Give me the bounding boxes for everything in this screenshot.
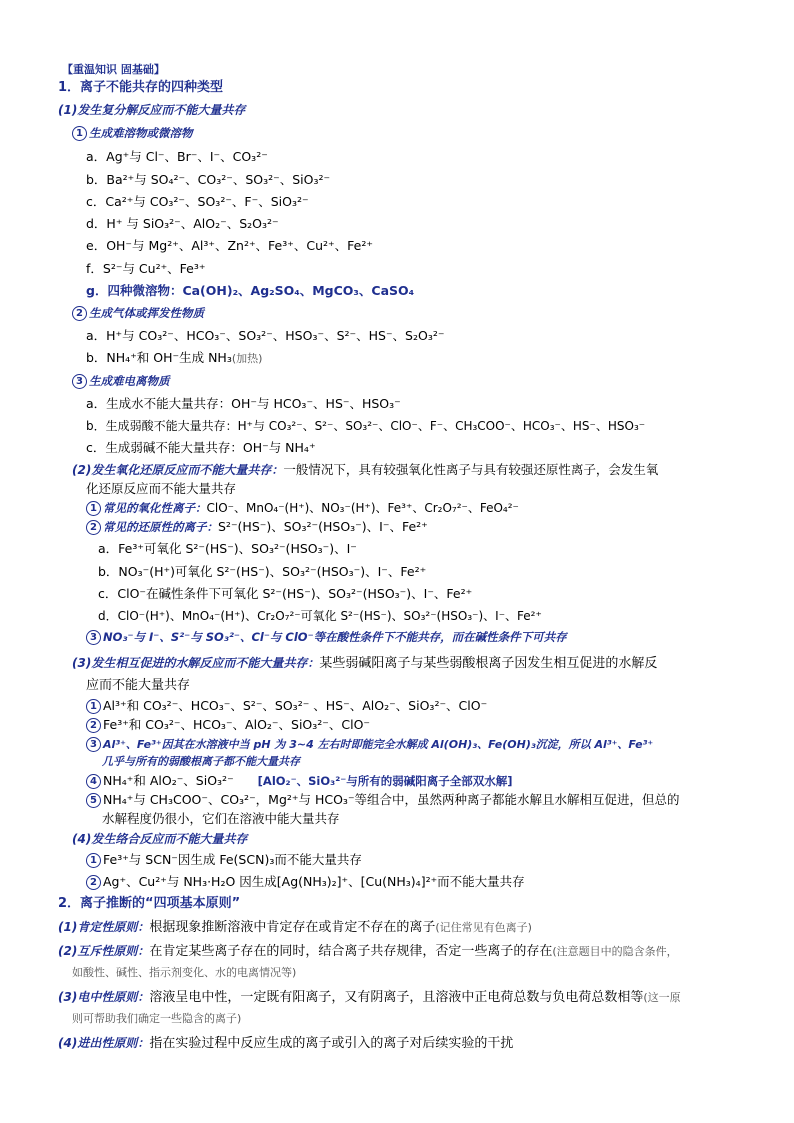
circled-number: 3 [86, 737, 101, 752]
s2p1-label: (1)肯定性原则： [58, 920, 150, 934]
s2p3-label: (3)电中性原则： [58, 990, 150, 1004]
s2-title-line [72, 462, 658, 478]
s2p2-label: (2)互斥性原则： [58, 944, 150, 958]
circled-number: 1 [86, 853, 101, 868]
s1-sub2 [72, 305, 204, 321]
s3-text2: 应而不能大量共存 [86, 678, 191, 693]
circled-number: 3 [86, 630, 101, 645]
s4-i2-text: Ag⁺、Cu²⁺与 NH₃·H₂O 因生成[Ag(NH₃)₂]⁺、[Cu(NH₃)₄]²⁺而不能大量共存 [103, 874, 525, 889]
s1-b2 [86, 350, 262, 367]
s2p1-note: (记住常见有色离子) [435, 921, 532, 934]
s2-i2-label: 常见的还原性的离子： [103, 520, 218, 534]
s3-i2 [86, 717, 370, 733]
s2p4-line [58, 1035, 513, 1052]
s1-sub1-title: 生成难溶物或微溶物 [89, 126, 193, 140]
s2p1-line [58, 919, 532, 936]
s2-b: b．NO₃⁻(H⁺)可氧化 S²⁻(HS⁻)、SO₃²⁻(HSO₃⁻)、I⁻、Fe²⁺ [98, 564, 427, 579]
s4-i1-text: Fe³⁺与 SCN⁻因生成 Fe(SCN)₃而不能大量共存 [103, 852, 362, 867]
s2-i1-label: 常见的氧化性离子： [103, 501, 207, 515]
s2p3-line [58, 989, 681, 1006]
s1-d: d．H⁺ 与 SiO₃²⁻、AlO₂⁻、S₂O₃²⁻ [86, 216, 279, 231]
circled-number: 2 [86, 875, 101, 890]
s2p3-note2: 则可帮助我们确定一些隐含的离子) [72, 1012, 242, 1025]
circled-number: 1 [86, 699, 101, 714]
section1-title: 1．离子不能共存的四种类型 [58, 80, 224, 95]
s2-i3-text: NO₃⁻与 I⁻、S²⁻与 SO₃²⁻、Cl⁻与 ClO⁻等在酸性条件下不能共存，而在碱性条件下可共存 [103, 630, 567, 644]
s1-a2: a．H⁺与 CO₃²⁻、HCO₃⁻、SO₃²⁻、HSO₃⁻、S²⁻、HS⁻、S₂O₃²⁻ [86, 328, 445, 343]
circled-number: 1 [72, 126, 87, 141]
s1-b: b．Ba²⁺与 SO₄²⁻、CO₃²⁻、SO₃²⁻、SiO₃²⁻ [86, 172, 331, 187]
s3-i4 [86, 773, 513, 789]
s3-i5a-text: NH₄⁺与 CH₃COO⁻、CO₃²⁻，Mg²⁺与 HCO₃⁻等组合中，虽然两种离子都能水解且水解相互促进，但总的 [103, 792, 680, 807]
s3-text1: 某些弱碱阳离子与某些弱酸根离子因发生相互促进的水解反 [319, 656, 658, 671]
s2p3-text: 溶液呈电中性，一定既有阳离子，又有阴离子，且溶液中正电荷总数与负电荷总数相等 [149, 990, 644, 1005]
s2-c: c．ClO⁻在碱性条件下可氧化 S²⁻(HS⁻)、SO₃²⁻(HSO₃⁻)、I⁻、Fe²⁺ [98, 586, 473, 601]
s2p4-label: (4)进出性原则： [58, 1036, 150, 1050]
s4-title: (4)发生络合反应而不能大量共存 [72, 832, 248, 846]
header-label: 【重温知识 固基础】 [62, 63, 165, 76]
circled-number: 2 [72, 306, 87, 321]
s2-a: a．Fe³⁺可氧化 S²⁻(HS⁻)、SO₃²⁻(HSO₃⁻)、I⁻ [98, 541, 357, 556]
s2-i1-text: ClO⁻、MnO₄⁻(H⁺)、NO₃⁻(H⁺)、Fe³⁺、Cr₂O₇²⁻、FeO₄²⁻ [206, 501, 519, 515]
s2-i1 [86, 500, 519, 516]
s2p1-text: 根据现象推断溶液中肯定存在或肯定不存在的离子 [149, 920, 436, 935]
s1-title: (1)发生复分解反应而不能大量共存 [58, 103, 246, 117]
section2-title: 2．离子推断的“四项基本原则” [58, 896, 241, 911]
s3-i5 [86, 792, 680, 808]
s1-a: a．Ag⁺与 Cl⁻、Br⁻、I⁻、CO₃²⁻ [86, 149, 268, 164]
s1-sub2-title: 生成气体或挥发性物质 [89, 306, 204, 320]
circled-number: 3 [72, 374, 87, 389]
s2-i3 [86, 629, 567, 645]
circled-number: 2 [86, 520, 101, 535]
s4-i2 [86, 874, 525, 890]
s1-sub3 [72, 373, 170, 389]
s3-i1-text: Al³⁺和 CO₃²⁻、HCO₃⁻、S²⁻、SO₃²⁻ 、HS⁻、AlO₂⁻、SiO₃²⁻、ClO⁻ [103, 698, 488, 713]
s2p2-note2: 如酸性、碱性、指示剂变化、水的电离情况等) [72, 966, 297, 979]
s3-title-line [72, 655, 657, 672]
circled-number: 1 [86, 501, 101, 516]
circled-number: 4 [86, 774, 101, 789]
s3-i2-text: Fe³⁺和 CO₃²⁻、HCO₃⁻、AlO₂⁻、SiO₃²⁻、ClO⁻ [103, 717, 371, 732]
s3-i5b-text: 水解程度仍很小，它们在溶液中能大量共存 [102, 811, 340, 826]
s2-text2: 化还原反应而不能大量共存 [86, 481, 237, 496]
s2p3-note: (这一原 [643, 991, 681, 1004]
s2p2-line [58, 943, 678, 960]
s1-c3: c．生成弱碱不能大量共存：OH⁻与 NH₄⁺ [86, 440, 316, 455]
s2-d: d．ClO⁻(H⁺)、MnO₄⁻(H⁺)、Cr₂O₇²⁻可氧化 S²⁻(HS⁻)、SO₃²⁻(HSO₃⁻)、I⁻、Fe²⁺ [98, 609, 542, 623]
s3-i3a-text: Al³⁺、Fe³⁺因其在水溶液中当 pH 为 3~4 左右时即能完全水解成 Al(OH)₃、Fe(OH)₃沉淀，所以 Al³⁺、Fe³⁺ [103, 738, 654, 751]
s3-i1 [86, 698, 487, 714]
circled-number: 5 [86, 793, 101, 808]
s1-sub1 [72, 125, 193, 141]
s2-i2-text: S²⁻(HS⁻)、SO₃²⁻(HSO₃⁻)、I⁻、Fe²⁺ [218, 519, 428, 534]
circled-number: 2 [86, 718, 101, 733]
s1-a3: a．生成水不能大量共存：OH⁻与 HCO₃⁻、HS⁻、HSO₃⁻ [86, 396, 401, 411]
s2-i2 [86, 519, 428, 535]
s1-e: e．OH⁻与 Mg²⁺、Al³⁺、Zn²⁺、Fe³⁺、Cu²⁺、Fe²⁺ [86, 238, 373, 253]
s4-i1 [86, 852, 362, 868]
s3-i3b-text: 几乎与所有的弱酸根离子都不能大量共存 [102, 755, 300, 768]
s3-i4a-text: NH₄⁺和 AlO₂⁻、SiO₃²⁻ [103, 773, 234, 788]
s1-f: f．S²⁻与 Cu²⁺、Fe³⁺ [86, 261, 206, 276]
s1-b3: b．生成弱酸不能大量共存：H⁺与 CO₃²⁻、S²⁻、SO₃²⁻、ClO⁻、F⁻、CH₃COO⁻、HCO₃⁻、HS⁻、HSO₃⁻ [86, 419, 646, 433]
s3-i4b-text: [AlO₂⁻、SiO₃²⁻与所有的弱碱阳离子全部双水解] [257, 774, 513, 788]
s2p4-text: 指在实验过程中反应生成的离子或引入的离子对后续实验的干扰 [149, 1036, 514, 1051]
s1-sub3-title: 生成难电离物质 [89, 374, 170, 388]
s3-i3 [86, 736, 653, 753]
s2p2-text: 在肯定某些离子存在的同时，结合离子共存规律，否定一些离子的存在 [149, 944, 553, 959]
s1-g: g．四种微溶物：Ca(OH)₂、Ag₂SO₄、MgCO₃、CaSO₄ [86, 283, 415, 298]
s2p2-note: (注意题目中的隐含条件， [552, 945, 678, 958]
s1-c: c．Ca²⁺与 CO₃²⁻、SO₃²⁻、F⁻、SiO₃²⁻ [86, 194, 309, 209]
s2-title: (2)发生氧化还原反应而不能大量共存： [72, 463, 284, 477]
s3-title: (3)发生相互促进的水解反应而不能大量共存： [72, 656, 320, 670]
s2-text1: 一般情况下，具有较强氧化性离子与具有较强还原性离子，会发生氧 [283, 462, 659, 477]
s1-b2-note: (加热) [231, 352, 263, 365]
s1-b2-text: b．NH₄⁺和 OH⁻生成 NH₃ [86, 350, 232, 365]
